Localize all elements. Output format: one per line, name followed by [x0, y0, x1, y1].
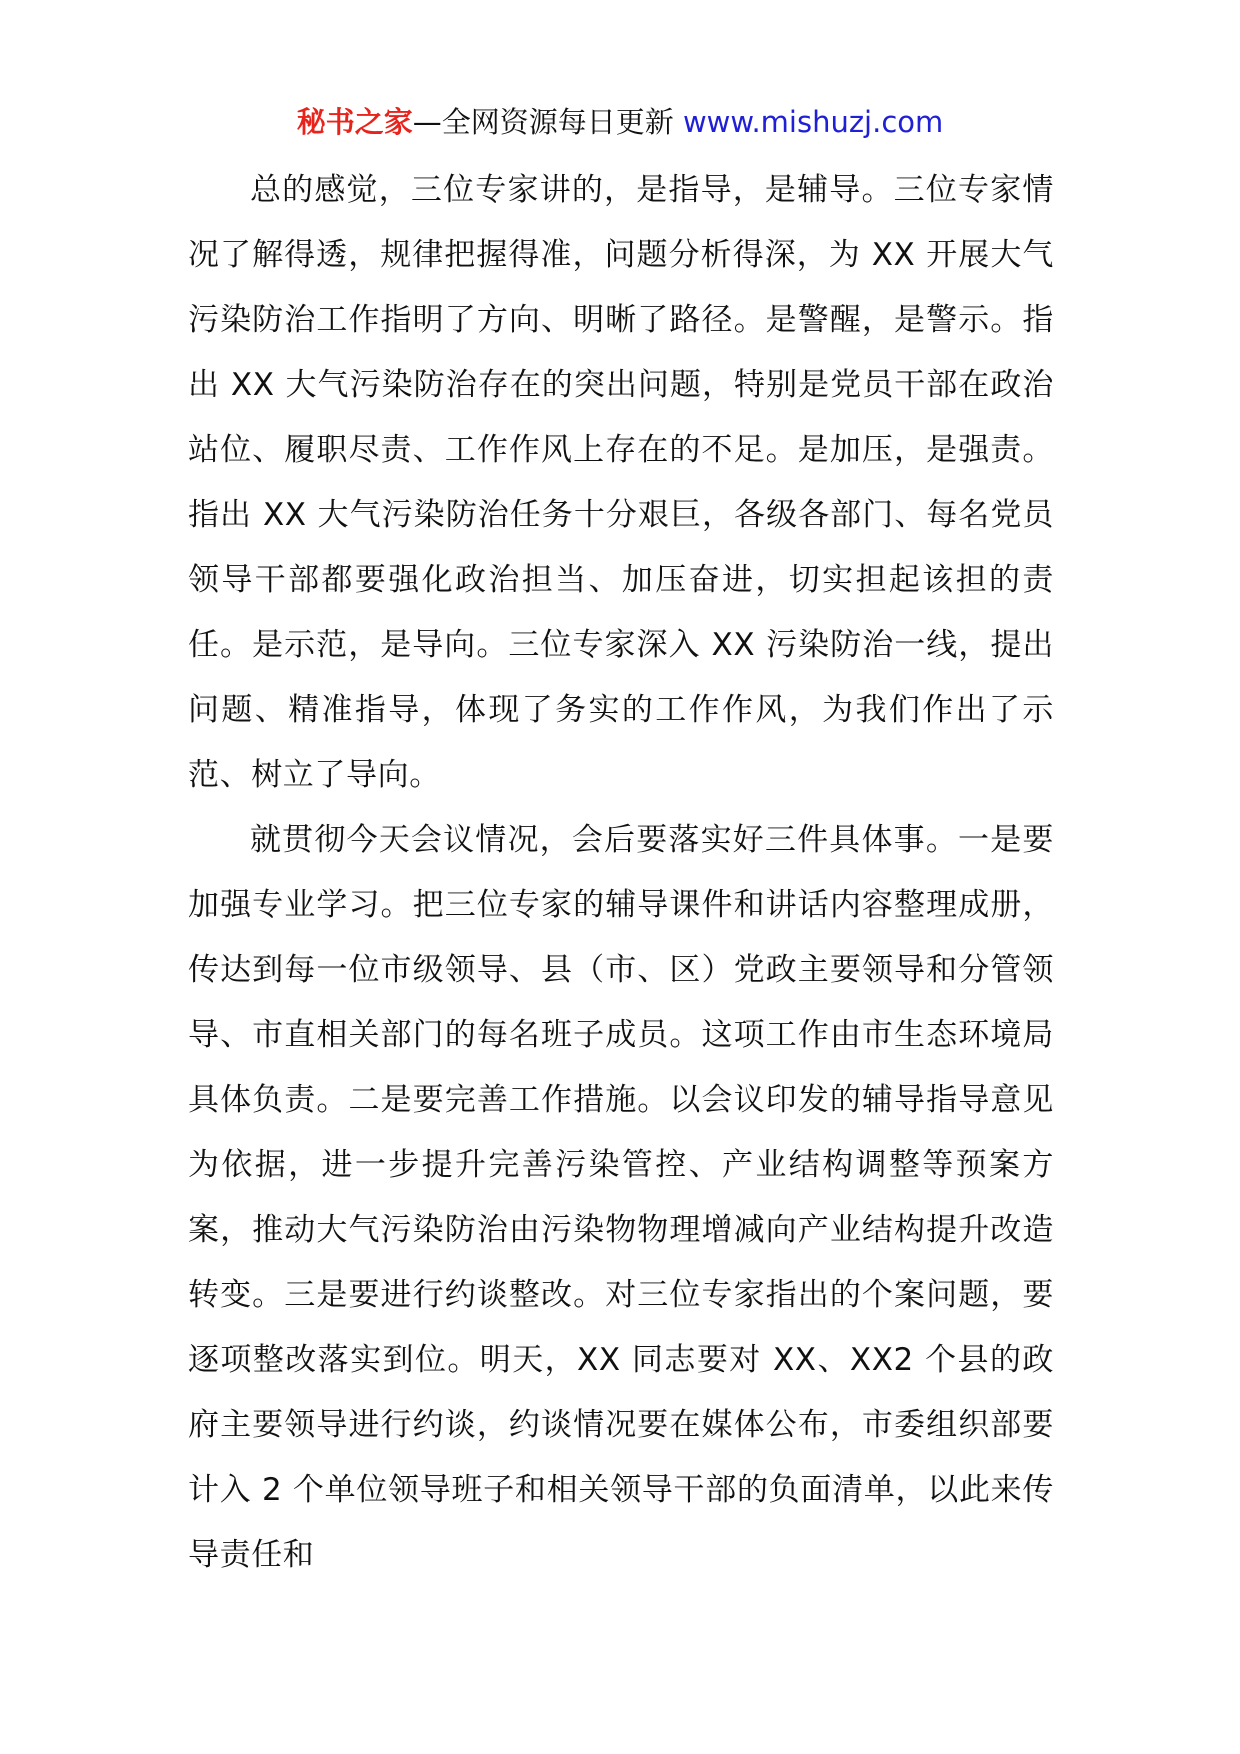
page-header — [0, 100, 1240, 144]
header-brand: 秘书之家 — [296, 105, 413, 139]
document-body — [188, 158, 1054, 1588]
header-tagline: —全网资源每日更新 — [412, 105, 683, 139]
paragraph-followup-tasks: 就贯彻今天会议情况，会后要落实好三件具体事。一是要加强专业学习。把三位专家的辅导课件和讲话内容整理成册，传达到每一位市级领导、县（市、区）党政主要领导和分管领导、市直相关部门的每名班子成员。这项工作由市生态环境局具体负责。二是要完善工作措施。以会议印发的辅导指导意见为依据，进一步提升完善污染管控、产业结构调整等预案方案，推动大气污染防治由污染物物理增减向产业结构提升改造转变。三是要进行约谈整改。对三位专家指出的个案问题，要逐项整改落实到位。明天，XX 同志要对 XX、XX2 个县的政府主要领导进行约谈，约谈情况要在媒体公布，市委组织部要计入 2 个单位领导班子和相关领导干部的负面清单，以此来传导责任和 — [188, 822, 1054, 1573]
header-url-link[interactable]: www.mishuzj.com — [682, 105, 944, 139]
paragraph-expert-summary: 总的感觉，三位专家讲的，是指导，是辅导。三位专家情况了解得透，规律把握得准，问题分析得深，为 XX 开展大气污染防治工作指明了方向、明晰了路径。是警醒，是警示。指出 XX 大气污染防治存在的突出问题，特别是党员干部在政治站位、履职尽责、工作作风上存在的不足。是加压，是强责。指出 XX 大气污染防治任务十分艰巨，各级各部门、每名党员领导干部都要强化政治担当、加压奋进，切实担起该担的责任。是示范，是导向。三位专家深入 XX 污染防治一线，提出问题、精准指导，体现了务实的工作作风，为我们作出了示范、树立了导向。 — [188, 172, 1054, 793]
